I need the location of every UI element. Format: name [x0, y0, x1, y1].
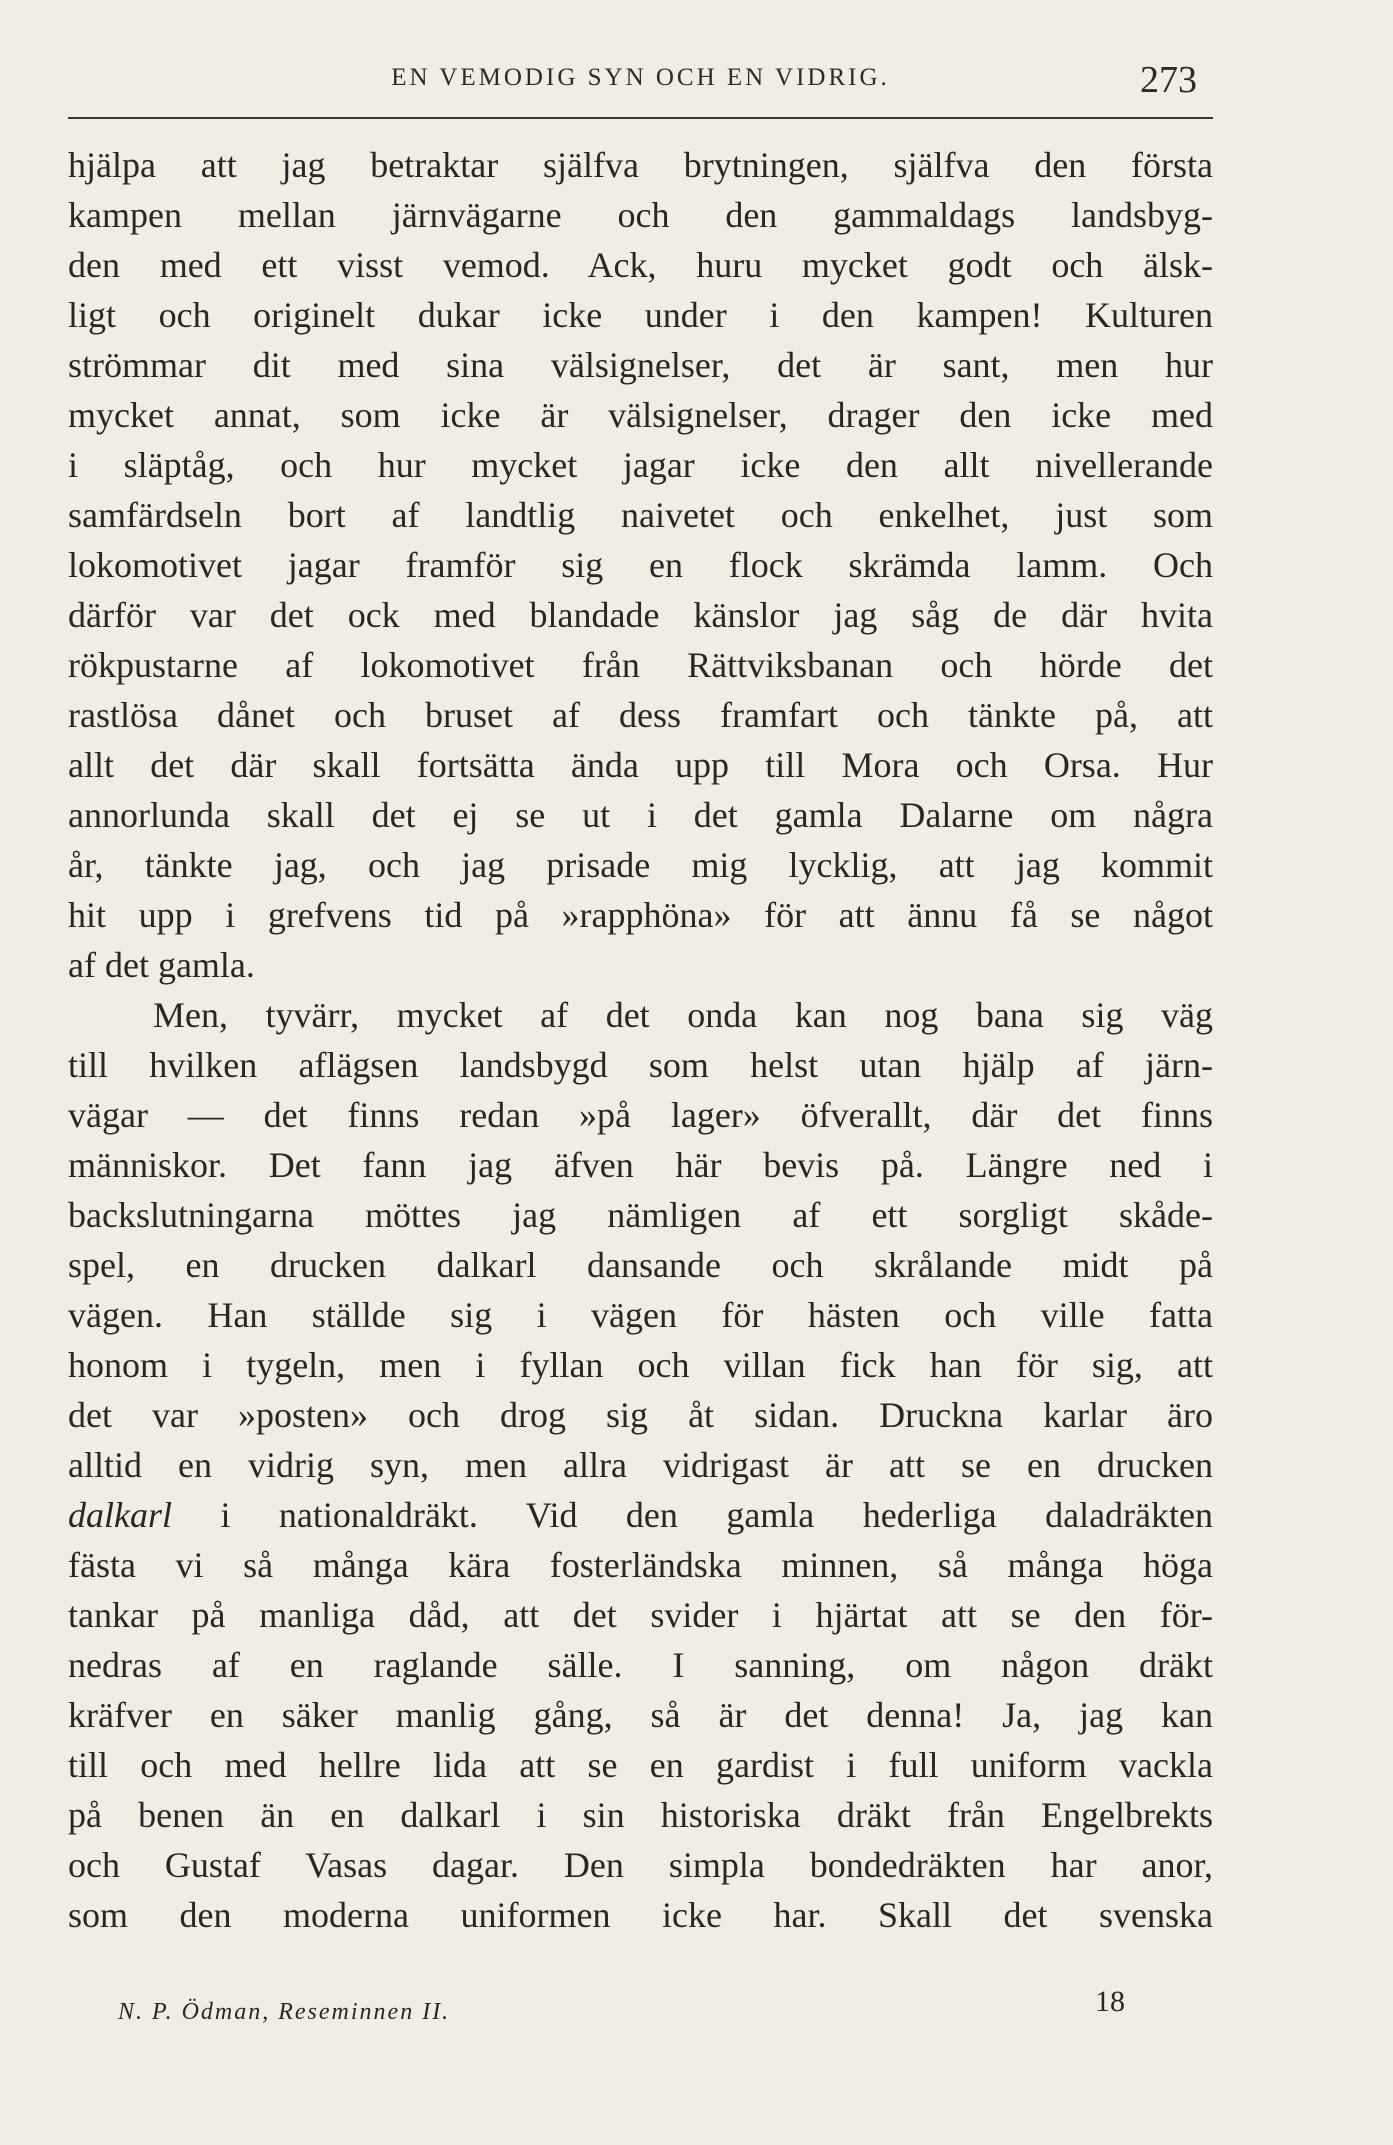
text-line: samfärdseln bort af landtlig naivetet och enkelhet, just som: [68, 495, 1213, 535]
text-line: rökpustarne af lokomotivet från Rättviksbanan och hörde det: [68, 645, 1213, 685]
text-line: allt det där skall fortsätta ända upp till Mora och Orsa. Hur: [68, 745, 1213, 785]
text-line: alltid en vidrig syn, men allra vidrigast är att se en drucken: [68, 1445, 1213, 1485]
text-line: fästa vi så många kära fosterländska minnen, så många höga: [68, 1545, 1213, 1585]
text-line: strömmar dit med sina välsignelser, det är sant, men hur: [68, 345, 1213, 385]
text-line: lokomotivet jagar framför sig en flock skrämda lamm. Och: [68, 545, 1213, 585]
text-line: mycket annat, som icke är välsignelser, drager den icke med: [68, 395, 1213, 435]
text-line: som den moderna uniformen icke har. Skall det svenska: [68, 1895, 1213, 1935]
text-line: spel, en drucken dalkarl dansande och skrålande midt på: [68, 1245, 1213, 1285]
text-line: vägen. Han ställde sig i vägen för hästen och ville fatta: [68, 1295, 1213, 1335]
text-line: honom i tygeln, men i fyllan och villan fick han för sig, att: [68, 1345, 1213, 1385]
text-line: Men, tyvärr, mycket af det onda kan nog bana sig väg: [153, 995, 1213, 1035]
text-line: hit upp i grefvens tid på »rapphöna» för att ännu få se något: [68, 895, 1213, 935]
running-title: EN VEMODIG SYN OCH EN VIDRIG.: [391, 64, 890, 91]
italic-word: dalkarl: [68, 1495, 172, 1535]
signature-mark: N. P. Ödman, Reseminnen II.: [118, 1999, 451, 2025]
text-line: annorlunda skall det ej se ut i det gamla Dalarne om några: [68, 795, 1213, 835]
text-line: människor. Det fann jag äfven här bevis på. Längre ned i: [68, 1145, 1213, 1185]
text-line: det var »posten» och drog sig åt sidan. Druckna karlar äro: [68, 1395, 1213, 1435]
body-text: [68, 140, 1213, 1940]
text-line: den med ett visst vemod. Ack, huru mycket godt och älsk-: [68, 245, 1213, 285]
text-line: på benen än en dalkarl i sin historiska dräkt från Engelbrekts: [68, 1795, 1213, 1835]
text-line: kräfver en säker manlig gång, så är det denna! Ja, jag kan: [68, 1695, 1213, 1735]
page-header: [68, 46, 1213, 106]
text-line: nedras af en raglande sälle. I sanning, om någon dräkt: [68, 1645, 1213, 1685]
text-line: hjälpa att jag betraktar själfva brytningen, själfva den första: [68, 145, 1213, 185]
text-line: i släptåg, och hur mycket jagar icke den allt nivellerande: [68, 445, 1213, 485]
text-line: till hvilken aflägsen landsbygd som helst utan hjälp af järn-: [68, 1045, 1213, 1085]
text-line: vägar — det finns redan »på lager» öfverallt, där det finns: [68, 1095, 1213, 1135]
text-line-rest: i nationaldräkt. Vid den gamla hederliga daladräkten: [220, 1495, 1213, 1535]
text-line: år, tänkte jag, och jag prisade mig lycklig, att jag kommit: [68, 845, 1213, 885]
text-line: tankar på manliga dåd, att det svider i hjärtat att se den för-: [68, 1595, 1213, 1635]
text-line: af det gamla.: [68, 945, 255, 985]
text-line: ligt och originelt dukar icke under i den kampen! Kulturen: [68, 295, 1213, 335]
text-line: till och med hellre lida att se en gardist i full uniform vackla: [68, 1745, 1213, 1785]
text-line: kampen mellan järnvägarne och den gammaldags landsbyg-: [68, 195, 1213, 235]
text-line-with-italic: [68, 1490, 1213, 1540]
page-number: 273: [1140, 59, 1197, 101]
text-line: därför var det ock med blandade känslor jag såg de där hvita: [68, 595, 1213, 635]
page-footer: [68, 1985, 1213, 2035]
sheet-number: 18: [1095, 1985, 1125, 2018]
text-line: och Gustaf Vasas dagar. Den simpla bondedräkten har anor,: [68, 1845, 1213, 1885]
header-rule: [68, 117, 1213, 119]
text-line: rastlösa dånet och bruset af dess framfart och tänkte på, att: [68, 695, 1213, 735]
text-line: backslutningarna möttes jag nämligen af ett sorgligt skåde-: [68, 1195, 1213, 1235]
